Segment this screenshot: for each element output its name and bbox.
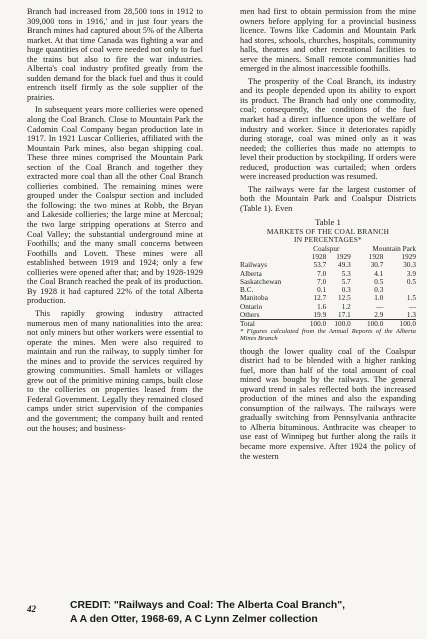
table-cell: 30.3 — [403, 261, 416, 270]
table-row — [240, 278, 416, 286]
table-cell: 5.7 — [341, 277, 351, 286]
row-label: Saskatchewan — [240, 277, 282, 286]
table-cell: 53.7 — [313, 261, 327, 270]
table-cell: 0.3 — [341, 286, 351, 295]
table-row — [240, 303, 416, 311]
table-row — [240, 294, 416, 302]
table-row — [240, 261, 416, 269]
row-label: Others — [240, 310, 260, 319]
table-cell: 2.9 — [374, 310, 384, 319]
right-column — [240, 7, 416, 464]
table-cell: 19.9 — [313, 310, 327, 319]
table-cell: 12.5 — [338, 294, 351, 303]
table-cell — [383, 286, 416, 294]
body-paragraph: Branch had increased from 28,500 tons in 1912 to 309,000 tons in 1916,' and in just four years the Branch mines had captured about 5% of the Alberta market. At that time Canada was fighting a war and huge quantities of coal were needed not only to fuel the trains but also to fire the war industries. Alberta's coal industry profited greatly from the sudden demand for the black fuel and thus it could entrench itself firmly as the sole supplier of the prairies. — [27, 7, 203, 102]
table-cell: 0.5 — [374, 277, 384, 286]
table-caption: MARKETS OF THE COAL BRANCH — [266, 227, 390, 237]
row-label: Total — [240, 319, 302, 328]
table-cell: 49.3 — [338, 261, 351, 270]
table-year-header-row — [240, 253, 416, 261]
table-cell: 1.0 — [374, 294, 384, 303]
table-title: Table 1 — [315, 217, 341, 228]
table-cell: — — [408, 302, 416, 311]
table-caption-sub: IN PERCENTAGES* — [294, 235, 362, 245]
table-cell: 4.1 — [374, 269, 384, 278]
row-label: Manitoba — [240, 294, 268, 303]
year-header: 1929 — [336, 253, 351, 262]
body-paragraph: This rapidly growing industry attracted numerous men of many nationalities into the area: not only miners but other workers were essential to operate the mines. Men were also required to maintain and run the railway, to supply timber for the mines and to provide the services required by growing communities. Small hamlets or villages grew out of the primitive mining camps, built close to the collieries on properties leased from the Federal Government. Legally they remained closed camps under strict supervision of the companies and the government; the company built and rented out the houses; and business- — [27, 308, 203, 433]
row-label: Ontario — [240, 302, 263, 311]
markets-table — [240, 245, 416, 328]
table-cell: 7.0 — [317, 277, 327, 286]
table-footnote: * Figures calculated from the Annual Reports of the Alberta Mines Branch — [240, 328, 416, 343]
table-cell: 0.1 — [317, 286, 327, 295]
table-cell: 100.0 — [326, 319, 351, 328]
table-row — [240, 311, 416, 320]
table-cell: 100.0 — [302, 319, 327, 328]
table-cell: 5.3 — [341, 269, 351, 278]
row-label: B.C. — [240, 286, 254, 295]
row-label: Railways — [240, 261, 268, 270]
markets-table-block — [240, 218, 416, 342]
left-column — [27, 7, 203, 436]
group-header-coalspur: Coalspur — [313, 245, 340, 254]
table-cell: — — [376, 302, 384, 311]
table-cell: 100.0 — [383, 319, 416, 328]
year-header: 1928 — [368, 253, 384, 262]
table-cell: 17.1 — [338, 310, 351, 319]
table-total-row — [240, 319, 416, 328]
table-cell: 100.0 — [351, 319, 384, 328]
credit-line-2: A A den Otter, 1968-69, A C Lynn Zelmer collection — [70, 614, 318, 625]
table-cell: 1.3 — [406, 310, 416, 319]
table-cell: 0.3 — [374, 286, 384, 295]
credit-line — [70, 599, 415, 627]
table-cell: 7.0 — [317, 269, 327, 278]
body-paragraph: men had first to obtain permission from the mine owners before applying for a provincial business licence. Towns like Cadomin and Mountain Park had stores, schools, churches, hospitals, community halls, theatres and other recreational facilities to serve the miners. Small remote communities had emerged in the almost inaccessible foothills. — [240, 7, 416, 74]
table-cell: 12.7 — [313, 294, 327, 303]
credit-line-1: CREDIT: "Railways and Coal: The Alberta Coal Branch", — [70, 600, 346, 611]
body-paragraph: The prosperity of the Coal Branch, its industry and its people depended upon its ability to export its product. The Branch had only one commodity, coal; consequently, the conditions of the fuel market had a direct influence upon the welfare of industry and worker. Since it deteriorates rapidly during storage, coal was mined only as it was needed; the collieries thus made no attempts to level their production by stockpiling. If orders were reduced, production was curtailed; when orders were increased production was resumed. — [240, 76, 416, 182]
table-cell: 30.7 — [370, 261, 384, 270]
table-row — [240, 270, 416, 278]
table-cell: 0.5 — [406, 277, 416, 286]
table-cell: 1.5 — [406, 294, 416, 303]
table-group-header-row — [240, 245, 416, 253]
table-row — [240, 286, 416, 294]
body-paragraph: In subsequent years more collieries were opened along the Coal Branch. Close to Mountain Park the Cadomin Coal Company began production late in 1917. In 1921 Luscar Collieries, affiliated with the Mountain Park mines, also began shipping coal. These three mines comprised the Mountain Park section of the Coal Branch and together they extracted more coal than all the other Coal Branch collieries combined. The remaining mines were grouped under the Coalspur section and included the following: the two mines at Robb, the Bryan and Lakeside collieries; the large mine at Mercoal; the two large stripping operations at Sterco and Coal Valley; the substantial underground mine at Foothills; and the many small concerns between Foothills and Lovett. These mines were all established between 1919 and 1924; only a few collieries were opened after that; and by 1928-1929 the Coal Branch reached the peak of its production. By 1928 it had captured 22% of the total Alberta production. — [27, 105, 203, 306]
page-number: 42 — [27, 604, 36, 614]
table-cell: 1.2 — [341, 302, 351, 311]
table-cell: 1.6 — [317, 302, 327, 311]
row-label: Alberta — [240, 269, 262, 278]
body-paragraph: The railways were far the largest customer of both the Mountain Park and Coalspur Districts (Table 1). Even — [240, 184, 416, 213]
year-header: 1929 — [401, 253, 416, 262]
year-header: 1928 — [311, 253, 327, 262]
body-paragraph: though the lower quality coal of the Coalspur district had to be blended with a higher ranking fuel, more than half of the total amount of coal mined was bought by the railways. The general upward trend in sales reflected both the increased production of the mines and also the expanding consumption of the railways. The railways were gradually switching from Pennsylvania anthracite to Alberta bituminous. Anthracite was cheaper to use east of Winnipeg but further along the rails it became more expensive. After 1924 the policy of the western — [240, 346, 416, 461]
table-cell: 3.9 — [406, 269, 416, 278]
group-header-mountain-park: Mountain Park — [372, 245, 416, 254]
